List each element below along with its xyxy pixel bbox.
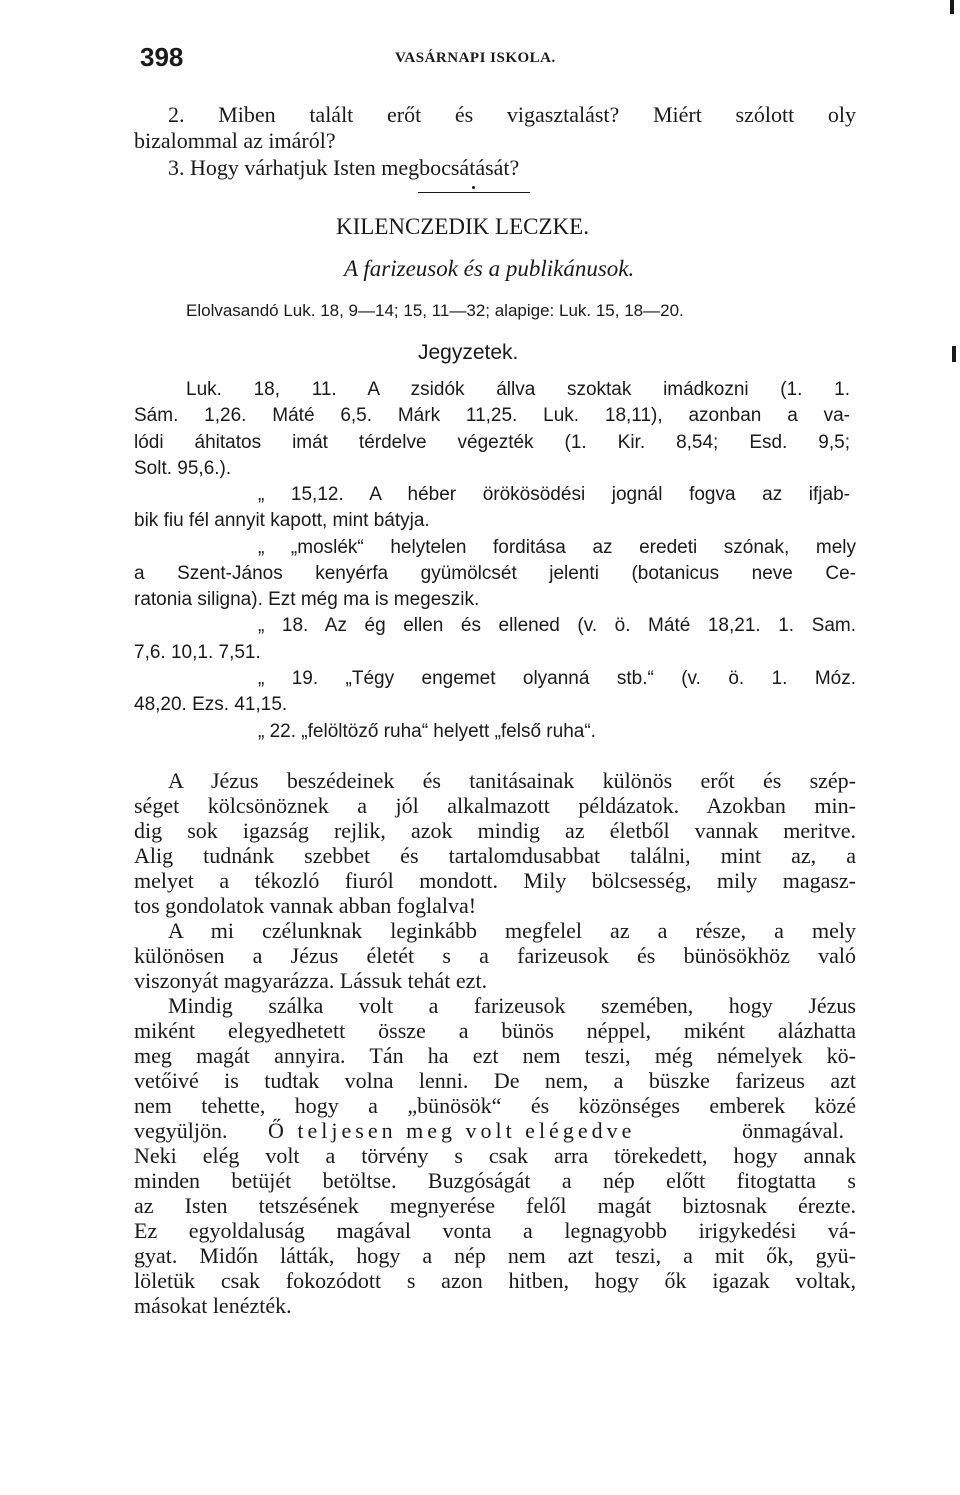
body-line: dig sok igazság rejlik, azok mindig az életből vannak meritve. <box>134 818 856 843</box>
lesson-subtitle: A farizeusok és a publikánusok. <box>344 256 635 281</box>
note-line: lódi áhitatos imát térdelve végezték (1. Kir. 8,54; Esd. 9,5; <box>134 432 850 453</box>
body-line: az Isten tetszésének megnyerése felől magát biztosnak érezte. <box>134 1193 856 1218</box>
question-line: 2. Miben talált erőt és vigasztalást? Miért szólott oly <box>168 102 856 127</box>
body-line: vegyüljön. <box>134 1118 228 1143</box>
notes-heading: Jegyzetek. <box>418 341 519 364</box>
lesson-title: KILENCZEDIK LECZKE. <box>336 214 589 239</box>
body-line: különösen a Jézus életét s a farizeusok és bünösökhöz való <box>134 943 856 968</box>
emphasized-phrase: Ő teljesen meg volt elégedve <box>268 1118 636 1143</box>
note-line: ratonia siligna). Ezt még ma is megeszik. <box>134 589 480 610</box>
running-head: VASÁRNAPI ISKOLA. <box>395 50 556 66</box>
question-line: bizalommal az imáról? <box>134 128 336 153</box>
body-line: nem tehette, hogy a „bünösök“ és közönséges emberek közé <box>134 1093 856 1118</box>
note-line: „ 19. „Tégy engemet olyanná stb.“ (v. ö. 1. Móz. <box>258 668 856 689</box>
note-line: „ 18. Az ég ellen és ellened (v. ö. Máté 18,21. 1. Sam. <box>258 615 856 636</box>
body-line: Mindig szálka volt a farizeusok szemében, hogy Jézus <box>168 993 856 1018</box>
page-header <box>140 42 845 82</box>
note-line: Solt. 95,6.). <box>134 458 232 479</box>
body-line: gyat. Midőn látták, hogy a nép nem azt teszi, a mit ők, gyü- <box>134 1243 856 1268</box>
body-line: séget kölcsönöznek a jól alkalmazott példázatok. Azokban min- <box>134 793 856 818</box>
body-line: Ez egyoldaluság magával vonta a legnagyobb irigykedési vá- <box>134 1218 856 1243</box>
section-divider <box>418 192 530 193</box>
note-line: bik fiu fél annyit kapott, mint bátyja. <box>134 510 430 531</box>
body-line: A Jézus beszédeinek és tanitásainak különös erőt és szép- <box>168 768 856 793</box>
page-number: 398 <box>140 42 184 72</box>
body-line: minden betüjét betöltse. Buzgóságát a nép előtt fitogtatta s <box>134 1168 856 1193</box>
body-line: A mi czélunknak leginkább megfelel az a része, a mely <box>168 918 856 943</box>
body-line: másokat lenézték. <box>134 1293 292 1318</box>
body-line: vetőivé is tudtak volna lenni. De nem, a büszke farizeus azt <box>134 1068 856 1093</box>
margin-scan-mark <box>952 346 956 362</box>
body-line: meg magát annyira. Tán ha ezt nem teszi, még némelyek kö- <box>134 1043 856 1068</box>
body-line: viszonyát magyarázza. Lássuk tehát ezt. <box>134 968 488 993</box>
corner-scan-mark <box>950 0 954 14</box>
note-line: a Szent-János kenyérfa gyümölcsét jelenti (botanicus neve Ce- <box>134 563 856 584</box>
reading-assignment: Elolvasandó Luk. 18, 9—14; 15, 11—32; alapige: Luk. 15, 18—20. <box>186 301 684 320</box>
note-line: „ „moslék“ helytelen forditása az eredeti szónak, mely <box>258 537 856 558</box>
body-line: Neki elég volt a törvény s csak arra törekedett, hogy annak <box>134 1143 856 1168</box>
body-line: löletük csak fokozódott s azon hitben, hogy ők igazak voltak, <box>134 1268 856 1293</box>
note-line: „ 15,12. A héber örökösödési jognál fogva az ifjab- <box>258 484 850 505</box>
body-line: melyet a tékozló fiuról mondott. Mily bölcsesség, mily magasz- <box>134 868 856 893</box>
note-line: Luk. 18, 11. A zsidók állva szoktak imádkozni (1. 1. <box>186 379 850 400</box>
note-line: „ 22. „felöltöző ruha“ helyett „felső ruha“. <box>258 721 596 742</box>
question-line: 3. Hogy várhatjuk Isten megbocsátását? <box>168 155 520 180</box>
body-line: Alig tudnánk szebbet és tartalomdusabbat találni, mint az, a <box>134 843 856 868</box>
body-line: miként elegyedhetett össze a bünös néppel, miként alázhatta <box>134 1018 856 1043</box>
divider-dot <box>472 186 475 189</box>
body-line: tos gondolatok vannak abban foglalva! <box>134 893 477 918</box>
note-line: 7,6. 10,1. 7,51. <box>134 642 261 663</box>
body-line: önmagával. <box>742 1118 845 1143</box>
note-line: 48,20. Ezs. 41,15. <box>134 694 288 715</box>
note-line: Sám. 1,26. Máté 6,5. Márk 11,25. Luk. 18,11), azonban a va- <box>134 405 850 426</box>
